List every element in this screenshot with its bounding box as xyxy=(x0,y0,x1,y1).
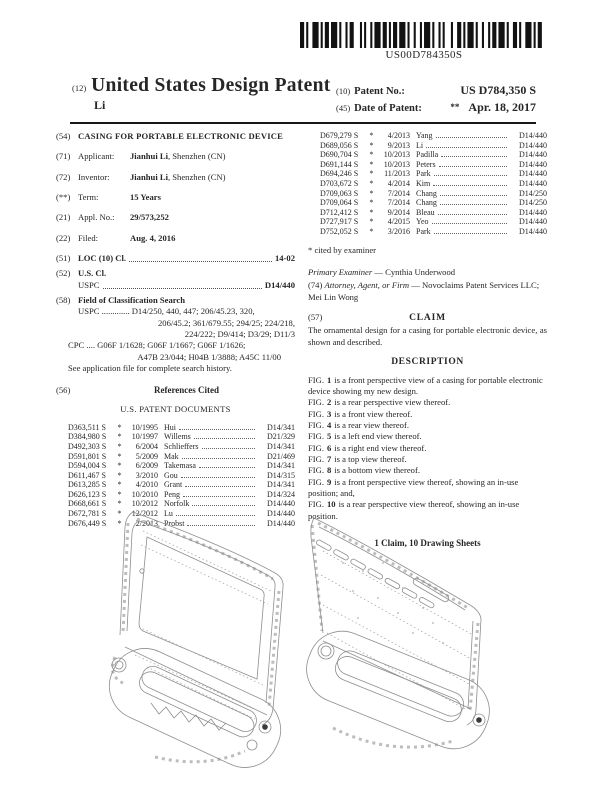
citation-row: D611,467 S * 3/2010 Gou D14/315 xyxy=(68,470,295,480)
attorney-line: (74) Attorney, Agent, or Firm — Novoclaims Patent Services LLC; Mei Lin Wong xyxy=(308,280,540,302)
citation-row: D613,285 S * 4/2010 Grant D14/341 xyxy=(68,480,295,490)
document-title: United States Design Patent xyxy=(91,75,331,96)
claim-heading: CLAIM xyxy=(409,312,446,323)
figure-description-line: FIG. 4 is a rear view thereof. xyxy=(308,420,409,431)
citation-row: D676,449 S * 2/2013 Probst D14/440 xyxy=(68,518,295,528)
left-column: (54) CASING FOR PORTABLE ELECTRONIC DEVICE (71) Applicant: Jianhui Li, Shenzhen (CN) (72) Inventor: Jianhui Li, Shenzhen (CN) (**) Term: 15 Years (21) Appl. No.: 29/573,252 (22) Filed: Aug. 4, 2016 (51) LOC (10) Cl. 14-02 (52) U.S. Cl. USPC D14/440 (58) Field of Classification Search USPC ............. D14/250, 440, 447; 206/45.23, 320, 206/45.2; 361/679.55; 294/25; 224/218, 224/222; D9/414; D3/29; D11/3 CPC .... G06F 1/1628; G06F 1/1667; G06F 1/1626; A47B 23/044; H04B 1/3888; A45C 11/00 See application file for complete search history. (56) References Cited U.S. PATENT DOCUMENTS D363,511 S * 10/1995 Hui D14/341 D384,980 S * 10/1997 Willems D21/329 D492,303 S * 6/2004 Schlieffers D14/341 D591,801 S * 5/2009 Mak D21/469 D594,004 S * 6/2009 Takemasa D14/341 D611,467 S * 3/2010 Gou D14/315 D613,285 S * 4/2010 Grant D14/341 D626,123 S * 10/2010 Peng D14/324 D668,661 S * 10/2012 Norfolk D14/440 D672,781 S * 12/2012 Lu D14/440 D676,449 S * 2/2013 Probst D14/440 xyxy=(56,131,295,528)
biblio-field-row: (21) Appl. No.: 29/573,252 xyxy=(56,212,169,223)
field-search-section: (58) Field of Classification Search xyxy=(56,295,186,306)
dot-leader xyxy=(439,166,507,167)
kind-code-tag: (12) xyxy=(72,83,87,93)
figure-description-line: FIG. 6 is a right end view thereof. xyxy=(308,442,427,453)
references-heading: (56) References Cited xyxy=(56,384,220,395)
patent-date-row xyxy=(336,99,536,116)
dot-leader xyxy=(432,223,507,224)
patent-no-tag: (10) xyxy=(336,86,351,96)
us-patent-documents-heading: U.S. PATENT DOCUMENTS xyxy=(120,404,231,415)
dot-leader xyxy=(129,253,272,262)
citation-row: D591,801 S * 5/2009 Mak D21/469 xyxy=(68,451,295,461)
citation-row: D492,303 S * 6/2004 Schlieffers D14/341 xyxy=(68,441,295,451)
citation-row: D709,064 S * 7/2014 Chang D14/250 xyxy=(320,198,547,208)
dot-leader xyxy=(182,458,255,459)
barcode-block xyxy=(300,22,548,61)
date-value: Apr. 18, 2017 xyxy=(468,100,536,115)
claims-sheets-line: 1 Claim, 10 Drawing Sheets xyxy=(374,538,481,549)
figure-description-line: FIG. 7 is a top view thereof. xyxy=(308,454,407,465)
figure-description-line: FIG. 9 is a front perspective view thereof, showing an in-use position; and, xyxy=(308,476,519,499)
biblio-field-row: (**) Term: 15 Years xyxy=(56,192,161,203)
citation-row: D672,781 S * 12/2012 Lu D14/440 xyxy=(68,509,295,519)
title-section: (54) CASING FOR PORTABLE ELECTRONIC DEVICE xyxy=(56,131,284,141)
citation-row: D626,123 S * 10/2010 Peng D14/324 xyxy=(68,489,295,499)
dot-leader xyxy=(440,204,507,205)
citation-row: D594,004 S * 6/2009 Takemasa D14/341 xyxy=(68,461,295,471)
dot-leader xyxy=(434,175,507,176)
dot-leader xyxy=(179,429,255,430)
citation-row: D703,672 S * 4/2014 Kim D14/440 xyxy=(320,178,547,188)
dot-leader xyxy=(434,233,507,234)
dot-leader xyxy=(433,185,507,186)
description-heading: DESCRIPTION xyxy=(391,357,464,368)
citation-row: D363,511 S * 10/1995 Hui D14/341 xyxy=(68,422,295,432)
dot-leader xyxy=(426,147,507,148)
biblio-field-row: (72) Inventor: Jianhui Li, Shenzhen (CN) xyxy=(56,171,226,182)
biblio-field-row: (22) Filed: Aug. 4, 2016 xyxy=(56,232,176,243)
term-stars: ** xyxy=(450,102,460,113)
invention-title: CASING FOR PORTABLE ELECTRONIC DEVICE xyxy=(78,131,284,141)
field-search-lines: USPC ............. D14/250, 440, 447; 206/45.23, 320, 206/45.2; 361/679.55; 294/25; 224/218, 224/222; D9/414; D3/29; D11/3 CPC .... G06F 1/1628; G06F 1/1667; G06F 1/1626; A47B 23/044; H04B 1/3888; A45C 11/00 See application file for complete search history. xyxy=(68,306,295,374)
right-column xyxy=(308,131,547,550)
dot-leader xyxy=(202,448,255,449)
dot-leader xyxy=(185,486,255,487)
rear-perspective-figure xyxy=(293,513,523,771)
dot-leader xyxy=(181,477,255,478)
citation-row: D691,144 S * 10/2013 Peters D14/440 xyxy=(320,159,547,169)
citations-table-right xyxy=(308,131,547,237)
header xyxy=(72,76,536,116)
dot-leader xyxy=(183,496,255,497)
dot-leader xyxy=(436,137,507,138)
figure-description-line: FIG. 1 is a front perspective view of a casing for portable electronic device showing my new design. xyxy=(308,374,543,396)
citation-row: D727,917 S * 4/2015 Yeo D14/440 xyxy=(320,217,547,227)
cited-by-examiner-note: * cited by examiner xyxy=(308,244,377,255)
citation-row: D709,063 S * 7/2014 Chang D14/250 xyxy=(320,188,547,198)
figure-description-line: FIG. 2 is a rear perspective view thereof. xyxy=(308,397,451,408)
claim-text: The ornamental design for a casing for portable electronic device, as shown and described. xyxy=(308,325,547,347)
dot-leader xyxy=(194,438,255,439)
dot-leader xyxy=(438,214,507,215)
drawings-area xyxy=(0,505,600,800)
dot-leader xyxy=(441,156,507,157)
citation-row: D694,246 S * 11/2013 Park D14/440 xyxy=(320,169,547,179)
citation-row: D384,980 S * 10/1997 Willems D21/329 xyxy=(68,432,295,442)
barcode xyxy=(300,22,546,48)
patent-number-row xyxy=(336,82,536,99)
citation-row: D752,052 S * 3/2016 Park D14/440 xyxy=(320,226,547,236)
figure-descriptions xyxy=(308,375,547,522)
citation-row: D689,056 S * 9/2013 Li D14/440 xyxy=(320,140,547,150)
primary-examiner-line: Primary Examiner — Cynthia Underwood xyxy=(308,266,456,277)
date-tag: (45) xyxy=(336,103,351,114)
figure-description-line: FIG. 5 is a left end view thereof. xyxy=(308,431,422,442)
citation-row: D690,704 S * 10/2013 Padilla D14/440 xyxy=(320,150,547,160)
claim-heading-row: (57) CLAIM xyxy=(308,312,547,325)
figure-description-line: FIG. 3 is a front view thereof. xyxy=(308,408,413,419)
biblio-field-row: (71) Applicant: Jianhui Li, Shenzhen (CN) xyxy=(56,151,226,162)
figure-description-line: FIG. 10 is a rear perspective view thereof, showing an in-use position. xyxy=(308,499,520,521)
dot-leader xyxy=(440,195,507,196)
front-perspective-figure xyxy=(95,507,295,779)
header-rule xyxy=(70,122,536,124)
dot-leader xyxy=(103,280,262,289)
bibliographic-fields xyxy=(56,151,295,244)
us-class-row: (52) U.S. Cl. xyxy=(56,268,107,279)
loc-class-row: (51) LOC (10) Cl. 14-02 xyxy=(56,253,295,264)
date-label: Date of Patent: xyxy=(354,103,422,115)
citation-row: D668,661 S * 10/2012 Norfolk D14/440 xyxy=(68,499,295,509)
patent-no-label: Patent No.: xyxy=(354,86,405,97)
barcode-number: US00D784350S xyxy=(385,49,463,61)
patent-no-value: US D784,350 S xyxy=(460,83,536,97)
citation-row: D712,412 S * 9/2014 Bleau D14/440 xyxy=(320,207,547,217)
inventor-surname: Li xyxy=(94,98,106,113)
dot-leader xyxy=(199,467,255,468)
figure-description-line: FIG. 8 is a bottom view thereof. xyxy=(308,465,420,476)
document-body xyxy=(56,131,548,550)
citation-row: D679,279 S * 4/2013 Yang D14/440 xyxy=(320,131,547,140)
